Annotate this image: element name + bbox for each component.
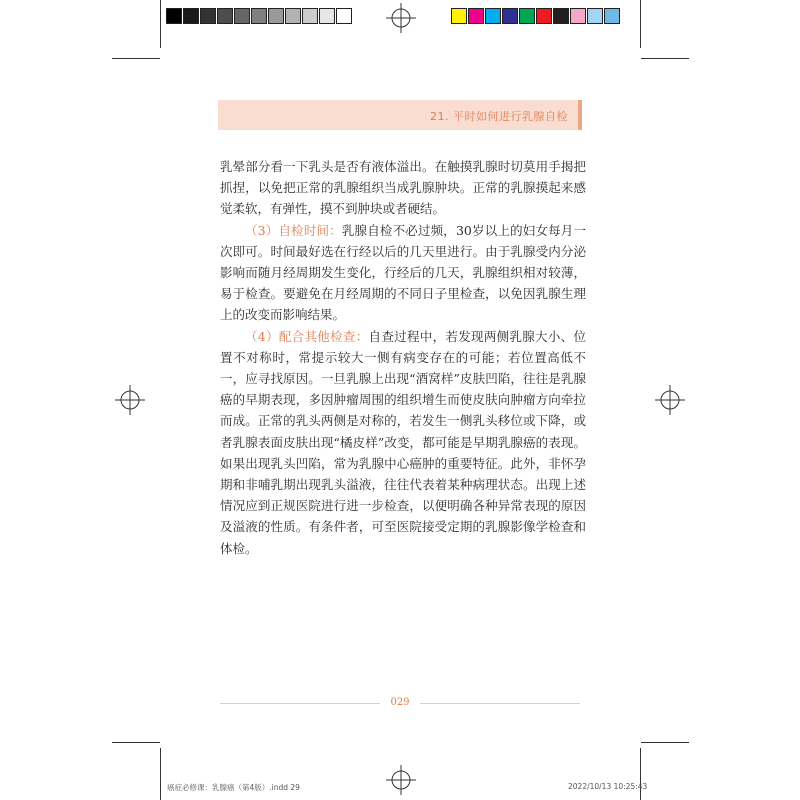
registration-mark-icon [386,3,416,33]
crop-mark [640,748,641,800]
crop-mark [160,0,161,48]
page-number: 029 [390,697,410,708]
color-swatch [502,8,518,24]
paragraph-2 [220,220,586,326]
color-swatch [536,8,552,24]
body-text [220,156,586,559]
crop-mark [112,742,160,743]
crop-mark [640,0,641,48]
crop-mark [160,748,161,800]
color-swatch [285,8,301,24]
registration-mark-icon [115,385,145,415]
color-swatch [319,8,335,24]
gray-color-bar [166,8,353,24]
paragraph-2-label: （3）自检时间： [245,222,342,238]
color-swatch [587,8,603,24]
running-header-rule [578,100,582,130]
color-swatch [183,8,199,24]
color-swatch [604,8,620,24]
crop-mark [112,58,160,59]
paragraph-3-text: 自查过程中，若发现两侧乳腺大小、位置不对称时，常提示较大一侧有病变存在的可能；若位置高低不一，应寻找原因。一旦乳腺上出现“酒窝样”皮肤凹陷，往往是乳腺癌的早期表现，多因肿瘤周围的组织增生而使皮肤向肿瘤方向牵拉而成。正常的乳头两侧是对称的，若发生一侧乳头移位或下降，或者乳腺表面皮肤出现“橘皮样”改变，都可能是早期乳腺癌的表现。如果出现乳头凹陷，常为乳腺中心癌肿的重要特征。此外，非怀孕期和非哺乳期出现乳头溢液，往往代表着某种病理状态。出现上述情况应到正规医院进行进一步检查，以便明确各种异常表现的原因及溢液的性质。有条件者，可至医院接受定期的乳腺影像学检查和体检。 [220,328,586,556]
slug-file-name: 癌症必修课：乳腺癌（第4版）.indd 29 [167,783,300,792]
color-swatch [336,8,352,24]
color-swatch [570,8,586,24]
color-swatch [217,8,233,24]
paragraph-2-text: 乳腺自检不必过频，30岁以上的妇女每月一次即可。时间最好选在行经以后的几天里进行。由于乳腺受内分泌影响而随月经周期发生变化，行经后的几天，乳腺组织相对较薄，易于检查。要避免在月经周期的不同日子里检查，以免因乳腺生理上的改变而影响结果。 [220,222,586,323]
registration-mark-icon [655,385,685,415]
color-swatch [234,8,250,24]
running-header-title: 21. 平时如何进行乳腺自检 [430,110,568,123]
paragraph-3-label: （4）配合其他检查： [245,328,369,344]
color-swatch [451,8,467,24]
paragraph-3 [220,326,586,559]
color-swatch [553,8,569,24]
crop-mark [641,742,689,743]
color-swatch [302,8,318,24]
color-swatch [166,8,182,24]
color-swatch [268,8,284,24]
color-swatch [519,8,535,24]
color-swatch [468,8,484,24]
color-swatch [251,8,267,24]
crop-mark [641,58,689,59]
slug-timestamp: 2022/10/13 10:25:43 [568,782,648,791]
color-swatch [200,8,216,24]
paragraph-1: 乳晕部分看一下乳头是否有液体溢出。在触摸乳腺时切莫用手揭把抓捏，以免把正常的乳腺组织当成乳腺肿块。正常的乳腺摸起来感觉柔软，有弹性，摸不到肿块或者硬结。 [220,159,586,217]
color-swatch [485,8,501,24]
cmyk-color-bar [451,8,621,24]
registration-mark-icon [386,765,416,795]
